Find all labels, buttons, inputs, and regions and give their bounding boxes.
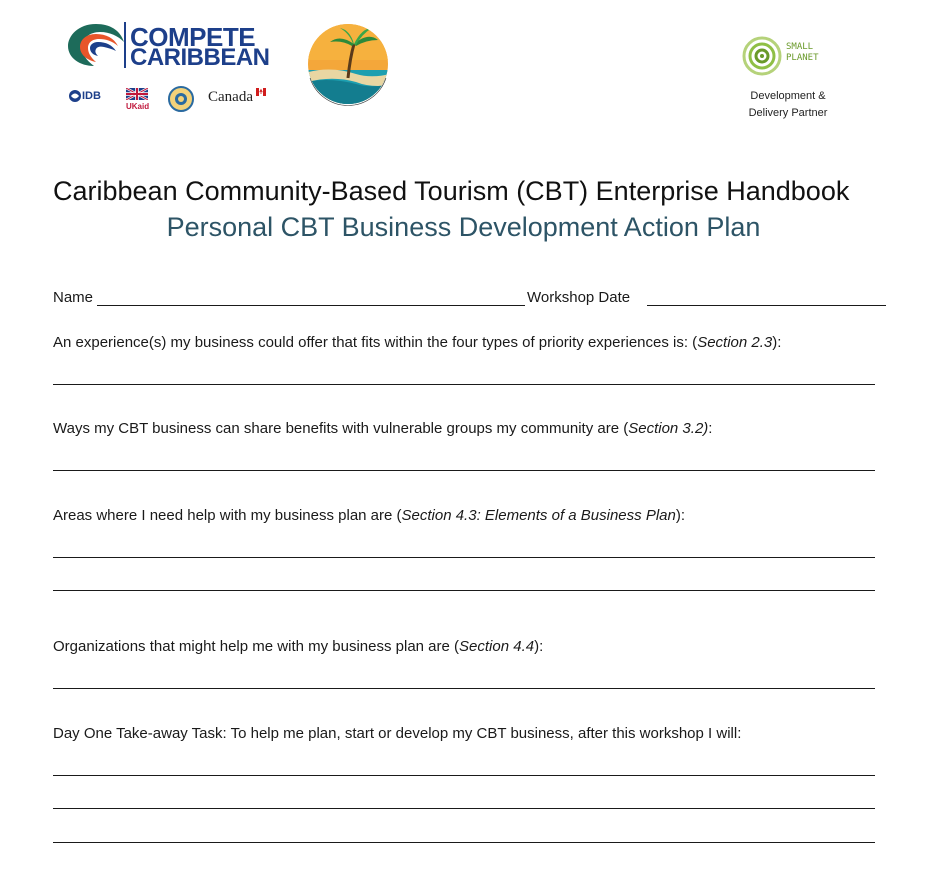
idb-logo-text: IDB bbox=[82, 90, 101, 102]
cto-sun-palm-icon bbox=[296, 20, 404, 116]
name-field[interactable] bbox=[97, 305, 525, 306]
compete-swirl-icon bbox=[66, 20, 126, 70]
partner-caption: Development & Delivery Partner bbox=[748, 90, 828, 119]
canada-wordmark: Canada bbox=[208, 89, 253, 105]
maple-leaf-icon bbox=[256, 88, 266, 96]
compete-caribbean-logo bbox=[66, 18, 270, 111]
compete-wordmark: COMPETE bbox=[130, 22, 256, 52]
answer-line[interactable] bbox=[53, 590, 875, 591]
caribbean-tourism-organization-logo bbox=[296, 20, 404, 116]
answer-line[interactable] bbox=[53, 808, 875, 809]
workshop-date-field[interactable] bbox=[647, 305, 886, 306]
logo-divider bbox=[124, 22, 126, 68]
small-planet-wordmark: SMALL PLANET bbox=[786, 42, 819, 63]
workshop-date-label: Workshop Date bbox=[527, 289, 631, 306]
question-helpful-organizations: Organizations that might help me with my business plan are (Section 4.4): bbox=[53, 638, 544, 655]
answer-line[interactable] bbox=[53, 557, 875, 558]
funding-partner-logos bbox=[68, 88, 268, 110]
question-share-benefits: Ways my CBT business can share benefits with vulnerable groups my community are (Section 3.2): bbox=[53, 420, 713, 437]
caribbean-wordmark: CARIBBEAN bbox=[130, 44, 270, 71]
question-business-plan-help: Areas where I need help with my business plan are (Section 4.3: Elements of a Business Plan): bbox=[53, 507, 686, 524]
answer-line[interactable] bbox=[53, 775, 875, 776]
small-planet-logo bbox=[736, 34, 846, 122]
answer-line[interactable] bbox=[53, 842, 875, 843]
document-title: Caribbean Community-Based Tourism (CBT) Enterprise Handbook bbox=[53, 176, 850, 206]
answer-line[interactable] bbox=[53, 688, 875, 689]
answer-line[interactable] bbox=[53, 470, 875, 471]
name-label: Name bbox=[53, 289, 94, 306]
answer-line[interactable] bbox=[53, 384, 875, 385]
idb-logo-icon bbox=[68, 89, 82, 103]
ukaid-logo-text: UKaid bbox=[126, 102, 150, 111]
caricom-seal-icon bbox=[168, 86, 194, 112]
document-subtitle: Personal CBT Business Development Action Plan bbox=[166, 212, 761, 242]
small-planet-rings-icon bbox=[742, 36, 782, 76]
question-take-away-task: Day One Take-away Task: To help me plan, start or develop my CBT business, after this workshop I will: bbox=[53, 725, 742, 742]
question-priority-experiences: An experience(s) my business could offer that fits within the four types of priority experiences is: (Section 2.3): bbox=[53, 334, 782, 351]
